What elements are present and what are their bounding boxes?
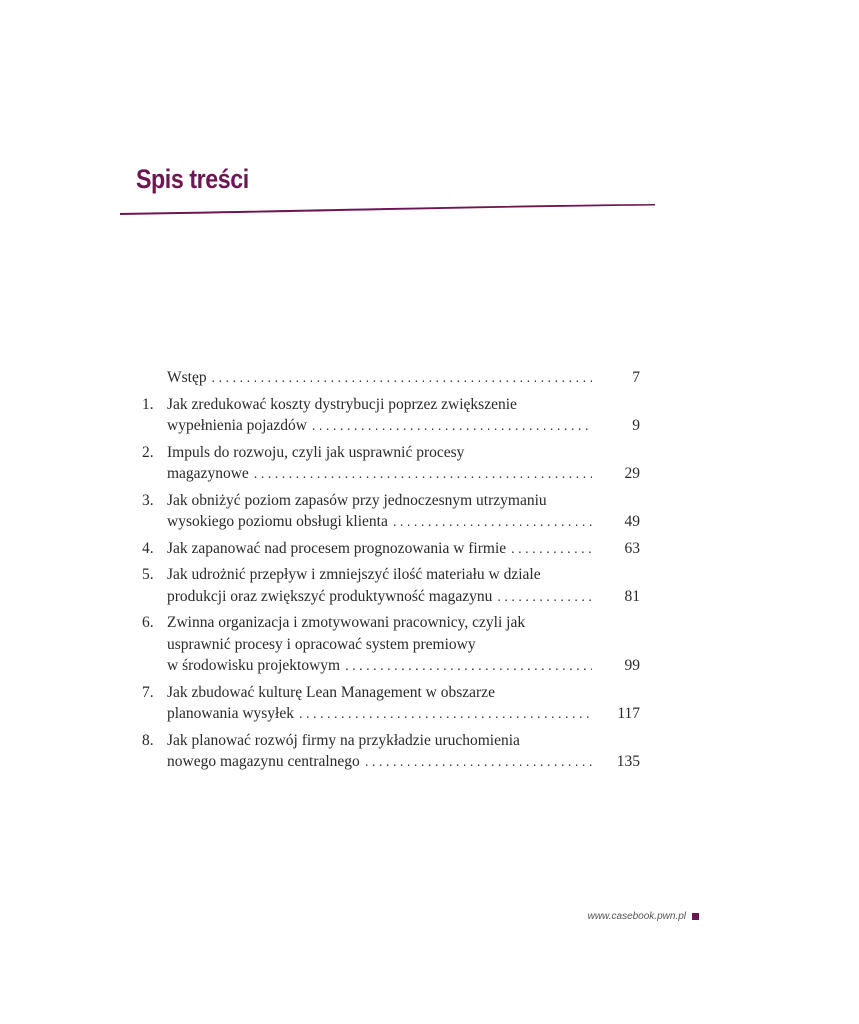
- toc-entry-page: 29: [624, 465, 640, 482]
- toc-entry-title: wysokiego poziomu obsługi klienta: [167, 513, 388, 530]
- toc-entry-number: 1.: [142, 395, 154, 413]
- toc-entry-number: 3.: [142, 491, 154, 509]
- toc-entry-title-line: Jak planować rozwój firmy na przykładzie uruchomienia: [167, 731, 520, 749]
- toc-entry[interactable]: [142, 394, 640, 438]
- toc-entry-title: Jak zapanować nad procesem prognozowania w firmie: [167, 539, 507, 557]
- toc-entry[interactable]: [142, 564, 640, 608]
- dot-leader: [212, 368, 592, 390]
- title-underline: [118, 199, 658, 217]
- toc-entry-number: 2.: [142, 443, 154, 461]
- toc-entry-number: 7.: [142, 683, 154, 701]
- dot-leader: [497, 587, 592, 609]
- toc-entry-title-line: Impuls do rozwoju, czyli jak usprawnić procesy: [167, 443, 465, 461]
- page-footer: [588, 911, 699, 922]
- toc-entry-page: 81: [624, 587, 640, 605]
- toc-entry-number: 5.: [142, 566, 154, 583]
- toc-entry-number: 6.: [142, 614, 154, 631]
- square-bullet-icon: [692, 913, 699, 920]
- toc-entry-title-line: Zwinna organizacja i zmotywowani pracownicy, czyli jak: [167, 614, 526, 631]
- toc-entry[interactable]: [142, 682, 640, 726]
- toc-entry[interactable]: [142, 538, 640, 561]
- toc-entry-title-line: Jak zbudować kulturę Lean Management w obszarze: [167, 683, 495, 701]
- dot-leader: [345, 656, 592, 678]
- toc-entry-title: wypełnienia pojazdów: [167, 417, 307, 434]
- toc-entry-number: 4.: [142, 539, 154, 557]
- toc-entry-title: produkcji oraz zwiększyć produktywność magazynu: [167, 587, 493, 605]
- toc-entry-page: 117: [617, 705, 640, 722]
- toc-entry-title: nowego magazynu centralnego: [167, 753, 360, 770]
- toc-entry-title-line: Jak obniżyć poziom zapasów przy jednoczesnym utrzymaniu: [167, 491, 547, 509]
- toc-entry-title: w środowisku projektowym: [167, 657, 341, 674]
- toc-entry-number: 8.: [142, 731, 154, 749]
- toc-entry-page: 63: [624, 539, 640, 557]
- toc-entry-page: 9: [632, 417, 640, 434]
- toc-entry-page: 135: [616, 753, 640, 770]
- dot-leader: [511, 539, 592, 561]
- dot-leader: [393, 512, 592, 534]
- dot-leader: [365, 752, 592, 774]
- dot-leader: [299, 704, 592, 726]
- toc-entry-title: planowania wysyłek: [167, 705, 294, 722]
- toc-entry[interactable]: [142, 490, 640, 534]
- dot-leader: [312, 416, 592, 438]
- toc-entry-page: 99: [624, 657, 640, 674]
- toc-entry-title-line: Jak zredukować koszty dystrybucji poprzez zwiększenie: [167, 395, 517, 413]
- page-title: Spis treści: [136, 164, 249, 194]
- toc-entry-title: Wstęp: [167, 369, 207, 386]
- toc-entry-title-line: Jak udrożnić przepływ i zmniejszyć ilość materiału w dziale: [167, 566, 541, 583]
- toc-entry[interactable]: [142, 730, 640, 774]
- toc-entry-page: 49: [624, 513, 640, 530]
- toc-entry-page: 7: [632, 369, 640, 386]
- toc-entry[interactable]: [142, 367, 640, 390]
- footer-website[interactable]: www.casebook.pwn.pl: [587, 911, 686, 922]
- toc-entry-title: magazynowe: [167, 465, 249, 482]
- toc-entry[interactable]: [142, 612, 640, 678]
- table-of-contents: [142, 367, 640, 778]
- dot-leader: [254, 464, 592, 486]
- toc-entry[interactable]: [142, 442, 640, 486]
- toc-entry-title-line: usprawnić procesy i opracować system premiowy: [167, 635, 476, 653]
